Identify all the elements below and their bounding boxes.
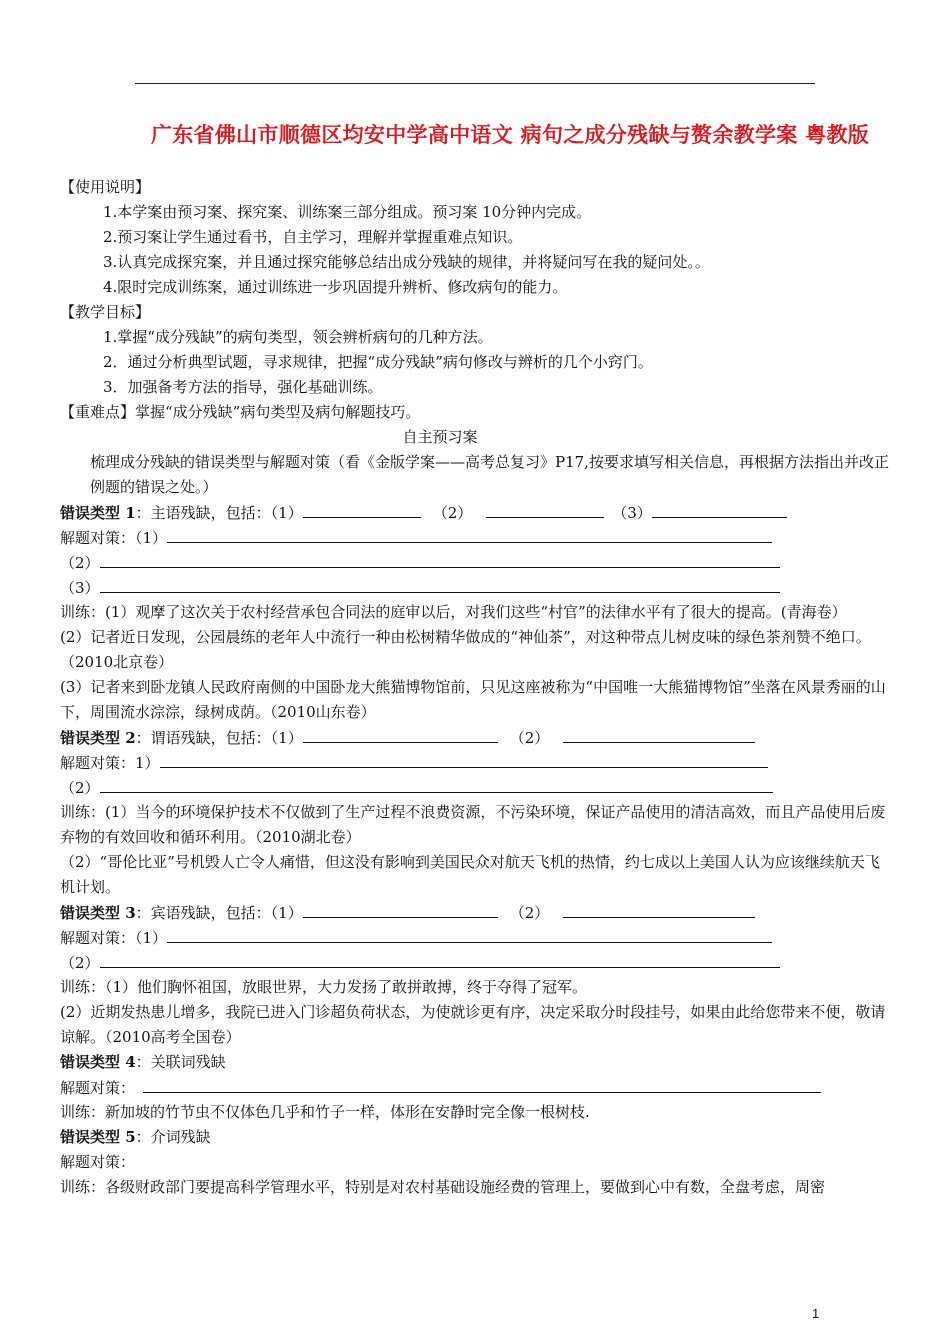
goal-item: 2．通过分析典型试题，寻求规律，把握“成分残缺”病句修改与辨析的几个小窍门。 <box>103 353 653 371</box>
usage-item: 2.预习案让学生通过看书，自主学习，理解并掌握重难点知识。 <box>103 228 523 246</box>
answer-blank[interactable] <box>563 725 755 743</box>
solution-line: 解题对策： <box>60 1153 136 1171</box>
usage-heading: 【使用说明】 <box>60 178 151 196</box>
error-type-label: 错误类型 1 <box>60 504 136 522</box>
goals-heading: 【教学目标】 <box>60 303 151 321</box>
training-item: 训练：(1）观摩了这次关于农村经营承包合同法的庭审以后，对我们这些“村官”的法律水平有了很大的提高。(青海卷） <box>60 603 847 621</box>
goal-item: 3．加强备考方法的指导，强化基础训练。 <box>103 378 383 396</box>
answer-blank[interactable] <box>486 500 604 518</box>
training-item: (3）记者来到卧龙镇人民政府南侧的中国卧龙大熊猫博物馆前，只见这座被称为“中国唯一大熊猫博物馆”坐落在风景秀丽的山下，周围流水淙淙，绿树成荫。（2010山东卷） <box>60 678 886 721</box>
solution-line: 解题对策：（1） <box>60 925 890 950</box>
answer-blank[interactable] <box>303 900 498 918</box>
answer-blank[interactable] <box>652 500 787 518</box>
solution-line: 解题对策：（1） <box>60 525 890 550</box>
error-type-label: 错误类型 5 <box>60 1128 136 1146</box>
error-type-3: 错误类型 3：宾语残缺，包括：（1） （2） <box>60 900 890 925</box>
solution-line: （2） <box>60 775 890 800</box>
error-type-1: 错误类型 1：主语残缺，包括：（1） （2） （3） <box>60 500 890 525</box>
training-item: 训练：（1）他们胸怀祖国，放眼世界，大力发扬了敢拼敢搏，终于夺得了冠军。 <box>60 978 588 996</box>
error-type-label: 错误类型 4 <box>60 1053 136 1071</box>
usage-item: 4.限时完成训练案，通过训练进一步巩固提升辨析、修改病句的能力。 <box>103 278 568 296</box>
answer-blank[interactable] <box>167 525 772 543</box>
error-type-2: 错误类型 2：谓语残缺，包括：（1） （2） <box>60 725 890 750</box>
answer-blank[interactable] <box>303 500 421 518</box>
document-title: 广东省佛山市顺德区均安中学高中语文 病句之成分残缺与赘余教学案 粤教版 <box>150 123 870 147</box>
answer-blank[interactable] <box>303 725 498 743</box>
training-item: 训练：新加坡的竹节虫不仅体色几乎和竹子一样，体形在安静时完全像一根树枝. <box>60 1103 590 1121</box>
answer-blank[interactable] <box>100 775 773 793</box>
goal-item: 1.掌握“成分残缺”的病句类型，领会辨析病句的几种方法。 <box>103 328 493 346</box>
answer-blank[interactable] <box>100 950 780 968</box>
usage-item: 1.本学案由预习案、探究案、训练案三部分组成。预习案 10分钟内完成。 <box>103 203 592 221</box>
answer-blank[interactable] <box>100 575 780 593</box>
solution-line: （3） <box>60 575 890 600</box>
training-item: 训练：(1）当今的环境保护技术不仅做到了生产过程不浪费资源，不污染环境，保证产品使用的清洁高效，而且产品使用后废弃物的有效回收和循环利用。（2010湖北卷） <box>60 803 886 846</box>
training-item: 训练：各级财政部门要提高科学管理水平，特别是对农村基础设施经费的管理上，要做到心中有数，全盘考虑，周密 <box>60 1178 826 1196</box>
error-type-label: 错误类型 3 <box>60 904 136 922</box>
solution-line: 解题对策：1） <box>60 750 890 775</box>
training-item: (2）近期发热患儿增多，我院已进入门诊超负荷状态，为使就诊更有序，决定采取分时段挂号，如果由此给您带来不便，敬请谅解。（2010高考全国卷） <box>60 1003 886 1046</box>
answer-blank[interactable] <box>167 925 772 943</box>
header-rule <box>135 83 815 84</box>
answer-blank[interactable] <box>160 750 768 768</box>
document-body <box>60 175 890 1200</box>
intro-paragraph: 梳理成分残缺的错误类型与解题对策（看《金版学案——高考总复习》P17,按要求填写相关信息，再根据方法指出并改正例题的错误之处。） <box>90 453 889 496</box>
answer-blank[interactable] <box>143 1075 821 1093</box>
solution-line: 解题对策： <box>60 1075 890 1100</box>
solution-line: （2） <box>60 550 890 575</box>
page-number: 1 <box>812 1306 820 1321</box>
error-type-5: 错误类型 5：介词残缺 <box>60 1128 211 1146</box>
answer-blank[interactable] <box>563 900 755 918</box>
training-item: (2）记者近日发现，公园晨练的老年人中流行一种由松树精华做成的“神仙茶”，对这种带点儿树皮味的绿色茶剂赞不绝口。（2010北京卷） <box>60 628 871 671</box>
solution-line: （2） <box>60 950 890 975</box>
error-type-4: 错误类型 4：关联词残缺 <box>60 1053 226 1071</box>
training-item: （2）“哥伦比亚”号机毁人亡令人痛惜，但这没有影响到美国民众对航天飞机的热情，约七成以上美国人认为应该继续航天飞机计划。 <box>60 853 880 896</box>
usage-item: 3.认真完成探究案，并且通过探究能够总结出成分残缺的规律，并将疑问写在我的疑问处。。 <box>103 253 710 271</box>
error-type-label: 错误类型 2 <box>60 729 136 747</box>
answer-blank[interactable] <box>100 550 780 568</box>
section-title: 自主预习案 <box>402 428 478 446</box>
keypoint: 【重难点】掌握“成分残缺”病句类型及病句解题技巧。 <box>60 403 421 421</box>
